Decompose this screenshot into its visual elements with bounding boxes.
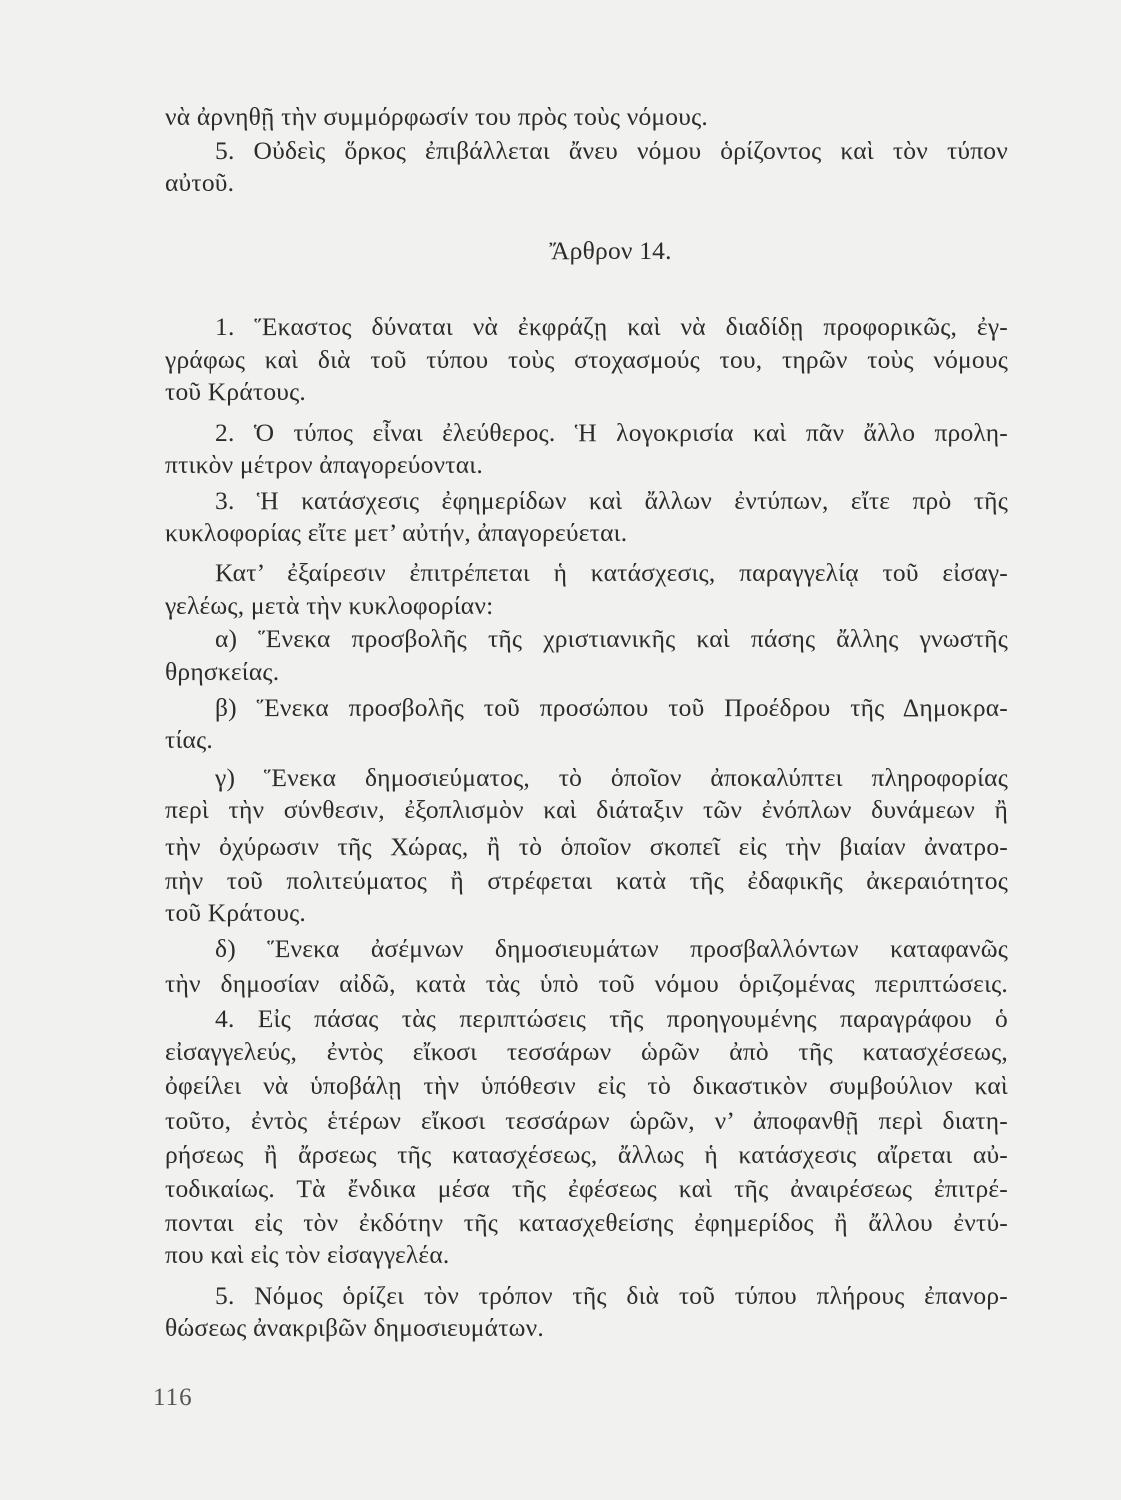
text-line: εἰσαγγελεύς, ἐντὸς εἴκοσι τεσσάρων ὡρῶν ἀπὸ τῆς κατασχέσεως, xyxy=(165,1037,1008,1066)
text-line: τοῦ Κράτους. xyxy=(165,377,306,406)
text-line: α) Ἕνεκα προσβολῆς τῆς χριστιανικῆς καὶ πάσης ἄλλης γνωστῆς xyxy=(215,624,1008,653)
text-line: τὴν ὀχύρωσιν τῆς Χώρας, ἢ τὸ ὁποῖον σκοπεῖ εἰς τὴν βιαίαν ἀνατρο- xyxy=(165,832,1008,861)
text-line: 1. Ἕκαστος δύναται νὰ ἐκφράζῃ καὶ νὰ διαδίδῃ προφορικῶς, ἐγ- xyxy=(215,312,1008,341)
text-line: νὰ ἀρνηθῇ τὴν συμμόρφωσίν του πρὸς τοὺς νόμους. xyxy=(165,102,708,131)
text-line: πὴν τοῦ πολιτεύματος ἢ στρέφεται κατὰ τῆς ἐδαφικῆς ἀκεραιότητος xyxy=(165,866,1008,895)
text-line: περὶ τὴν σύνθεσιν, ἐξοπλισμὸν καὶ διάταξιν τῶν ἐνόπλων δυνάμεων ἢ xyxy=(165,795,1008,824)
text-line: θρησκείας. xyxy=(165,657,280,686)
page-number: 116 xyxy=(153,1384,193,1411)
text-line: ρήσεως ἢ ἄρσεως τῆς κατασχέσεως, ἄλλως ἡ κατάσχεσις αἴρεται αὐ- xyxy=(165,1140,1008,1169)
text-line: 4. Εἰς πάσας τὰς περιπτώσεις τῆς προηγουμένης παραγράφου ὁ xyxy=(215,1004,1008,1033)
text-line: τοδικαίως. Τὰ ἔνδικα μέσα τῆς ἐφέσεως καὶ τῆς ἀναιρέσεως ἐπιτρέ- xyxy=(165,1174,1008,1203)
text-line: τοῦτο, ἐντὸς ἑτέρων εἴκοσι τεσσάρων ὡρῶν, ν’ ἀποφανθῇ περὶ διατη- xyxy=(165,1106,1008,1135)
text-line: γράφως καὶ διὰ τοῦ τύπου τοὺς στοχασμούς του, τηρῶν τοὺς νόμους xyxy=(165,345,1008,374)
text-line: 5. Νόμος ὁρίζει τὸν τρόπον τῆς διὰ τοῦ τύπου πλήρους ἐπανορ- xyxy=(215,1281,1008,1310)
text-line: θώσεως ἀνακριβῶν δημοσιευμάτων. xyxy=(165,1313,544,1342)
text-line: 5. Οὐδεὶς ὅρκος ἐπιβάλλεται ἄνευ νόμου ὁρίζοντος καὶ τὸν τύπον xyxy=(215,136,1008,165)
text-line: β) Ἕνεκα προσβολῆς τοῦ προσώπου τοῦ Προέδρου τῆς Δημοκρα- xyxy=(215,693,1008,722)
text-line: πτικὸν μέτρον ἀπαγορεύονται. xyxy=(165,450,483,479)
text-line: κυκλοφορίας εἴτε μετ’ αὐτήν, ἀπαγορεύεται. xyxy=(165,518,628,547)
text-line: πονται εἰς τὸν ἐκδότην τῆς κατασχεθείσης ἐφημερίδος ἢ ἄλλου ἐντύ- xyxy=(165,1208,1008,1237)
text-line: Κατ’ ἐξαίρεσιν ἐπιτρέπεται ἡ κατάσχεσις, παραγγελίᾳ τοῦ εἰσαγ- xyxy=(215,558,1008,587)
text-line: γ) Ἕνεκα δημοσιεύματος, τὸ ὁποῖον ἀποκαλύπτει πληροφορίας xyxy=(215,763,1008,792)
text-line: 3. Ἡ κατάσχεσις ἐφημερίδων καὶ ἄλλων ἐντύπων, εἴτε πρὸ τῆς xyxy=(215,486,1008,515)
text-line: γελέως, μετὰ τὴν κυκλοφορίαν: xyxy=(165,591,494,620)
text-line: δ) Ἕνεκα ἀσέμνων δημοσιευμάτων προσβαλλόντων καταφανῶς xyxy=(215,934,1008,963)
text-line: ὀφείλει νὰ ὑποβάλῃ τὴν ὑπόθεσιν εἰς τὸ δικαστικὸν συμβούλιον καὶ xyxy=(165,1071,1008,1100)
text-line: τὴν δημοσίαν αἰδῶ, κατὰ τὰς ὑπὸ τοῦ νόμου ὁριζομένας περιπτώσεις. xyxy=(165,969,1008,998)
text-line: που καὶ εἰς τὸν εἰσαγγελέα. xyxy=(165,1240,450,1269)
text-line: τοῦ Κράτους. xyxy=(165,898,306,927)
text-line: 2. Ὁ τύπος εἶναι ἐλεύθερος. Ἡ λογοκρισία καὶ πᾶν ἄλλο προλη- xyxy=(215,418,1008,447)
text-line: τίας. xyxy=(165,725,213,754)
article-heading: Ἄρθρον 14. xyxy=(549,236,672,265)
text-line: αὐτοῦ. xyxy=(165,168,235,197)
